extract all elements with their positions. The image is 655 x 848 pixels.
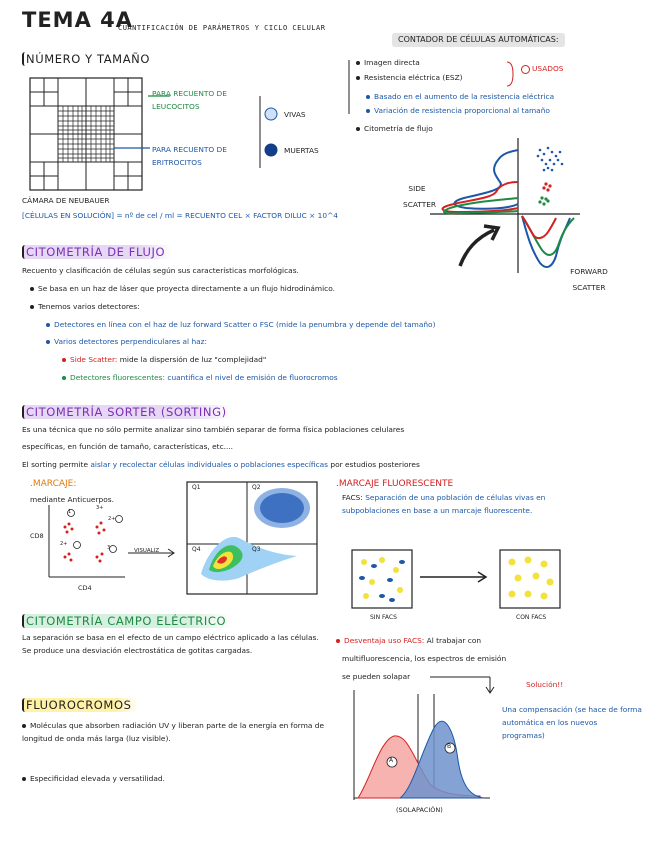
section-numero-heading: NÚMERO Y TAMAÑO	[22, 52, 156, 66]
citometria-fluorescentes: Detectores fluorescentes: cuantifica el nivel de emisión de fluorocromos	[62, 373, 338, 384]
forward-scatter-label: FORWARD SCATTER	[570, 267, 608, 293]
citometria-b1: Se basa en un haz de láser que proyecta directamente a un flujo hidrodinámico.	[30, 284, 335, 295]
fluorocromos-b2: Especificidad elevada y versatilidad.	[22, 774, 165, 785]
page-subtitle: CUANTIFICACIÓN DE PARÁMETROS Y CICLO CELULAR	[118, 24, 326, 32]
dead-cell-icon	[264, 143, 278, 157]
mark-q5: 3+	[96, 505, 104, 511]
facs-description: FACS: Separación de una población de células vivas en subpoblaciones en base a un marcaje fluorescente.	[342, 493, 546, 515]
contador-heading: CONTADOR DE CÉLULAS AUTOMÁTICAS:	[392, 33, 565, 47]
citometria-b2a: Detectores en línea con el haz de luz forward Scatter o FSC (mide la penumbra y depende del tamaño)	[46, 320, 435, 331]
mark-q4: 3	[107, 545, 111, 551]
cd8-axis-label: CD8	[30, 532, 44, 540]
mark-q2: 2+	[108, 516, 116, 522]
overlap-spectra	[350, 690, 490, 800]
sin-facs-box	[352, 550, 412, 608]
side-scatter-label: SIDE SCATTER	[403, 184, 437, 210]
page-title: TEMA 4A	[22, 8, 133, 32]
solucion-label: Solución!!	[526, 680, 564, 689]
quadrant-plot	[187, 482, 317, 594]
marcaje-fluor-heading: .MARCAJE FLUORESCENTE	[336, 479, 454, 489]
contador-divider	[348, 60, 350, 114]
section-campo-heading: CITOMETRÍA CAMPO ELÉCTRICO	[22, 614, 232, 628]
visualiz-label: VISUALIZ	[134, 548, 160, 554]
fluorocromos-b1: Moléculas que absorben radiación UV y liberan parte de la energía en forma de longitud de onda más larga (luz visible).	[22, 721, 325, 743]
peak-b-label: B	[447, 743, 452, 750]
facs-arrow	[420, 572, 490, 582]
live-cell-icon	[264, 107, 278, 121]
q3-label: Q3	[252, 546, 261, 553]
flow-arrow	[456, 220, 506, 270]
neubauer-grid	[30, 78, 142, 190]
camara-label: CÁMARA DE NEUBAUER	[22, 196, 110, 205]
compensacion-text: Una compensación (se hace de forma automática en los nuevos programas)	[502, 705, 642, 740]
mark-q1: 1	[68, 509, 72, 515]
desventaja-line2: multifluorescencia, los espectros de emisión	[342, 654, 507, 663]
vivas-label: VIVAS	[284, 110, 306, 119]
contador-item-citometria: Citometría de flujo	[356, 124, 433, 135]
q2-label: Q2	[252, 484, 261, 491]
citometria-side-scatter: Side Scatter: mide la dispersión de luz "complejidad"	[62, 355, 266, 366]
mark-q3: 2+	[60, 541, 68, 547]
q1-label: Q1	[192, 484, 201, 491]
leucocitos-label: PARA RECUENTO DE LEUCOCITOS	[152, 89, 227, 111]
citometria-intro: Recuento y clasificación de células según sus características morfológicas.	[22, 266, 299, 275]
desventaja-line1: Desventaja uso FACS: Al trabajar con	[336, 636, 481, 647]
cd4-axis-label: CD4	[78, 584, 92, 592]
q4-label: Q4	[192, 546, 201, 553]
usados-badge: USADOS	[521, 64, 564, 75]
marcaje-anticuerpos: mediante Anticuerpos.	[30, 495, 114, 504]
section-sorter-heading: CITOMETRÍA SORTER (SORTING)	[22, 405, 233, 419]
contador-item-imagen: Imagen directa	[356, 58, 420, 69]
usados-brace	[505, 60, 519, 88]
muertas-label: MUERTAS	[284, 146, 319, 155]
section-fluorocromos-heading: FLUOROCROMOS	[22, 698, 138, 712]
sorter-line2: específicas, en función de tamaño, características, etc....	[22, 442, 234, 451]
con-facs-label: CON FACS	[516, 614, 547, 621]
sorter-line3: El sorting permite aislar y recolectar células individuales o poblaciones específicas por estudios posteriores	[22, 460, 420, 469]
contador-sub-variacion: Variación de resistencia proporcional al tamaño	[366, 106, 550, 117]
campo-text: La separación se basa en el efecto de un campo eléctrico aplicado a las células. Se produce una desviación electrostática de gotitas cargadas.	[22, 633, 319, 655]
citometria-b2b: Varios detectores perpendiculares al haz:	[46, 337, 207, 348]
section-citometria-heading: CITOMETRÍA DE FLUJO	[22, 245, 171, 259]
eritrocitos-label: PARA RECUENTO DE ERITROCITOS	[152, 145, 227, 167]
con-facs-box	[500, 550, 560, 608]
solapacion-label: (SOLAPACIÓN)	[396, 806, 443, 814]
sorter-line1: Es una técnica que no sólo permite analizar sino también separar de forma física poblaciones celulares	[22, 425, 405, 434]
legend-divider	[258, 96, 262, 168]
citometria-b2: Tenemos varios detectores:	[30, 302, 140, 313]
peak-a-label: A	[389, 757, 394, 764]
desventaja-line3: se pueden solapar	[342, 672, 411, 681]
sin-facs-label: SIN FACS	[370, 614, 397, 621]
concentration-formula: [CÉLULAS EN SOLUCIÓN] = nº de cel / ml = RECUENTO CEL × FACTOR DILUC × 10^4	[22, 211, 338, 220]
contador-item-resistencia: Resistencia eléctrica (ESZ)	[356, 73, 463, 84]
marcaje-heading: .MARCAJE:	[30, 479, 77, 489]
contador-sub-aumento: Basado en el aumento de la resistencia eléctrica	[366, 92, 554, 103]
